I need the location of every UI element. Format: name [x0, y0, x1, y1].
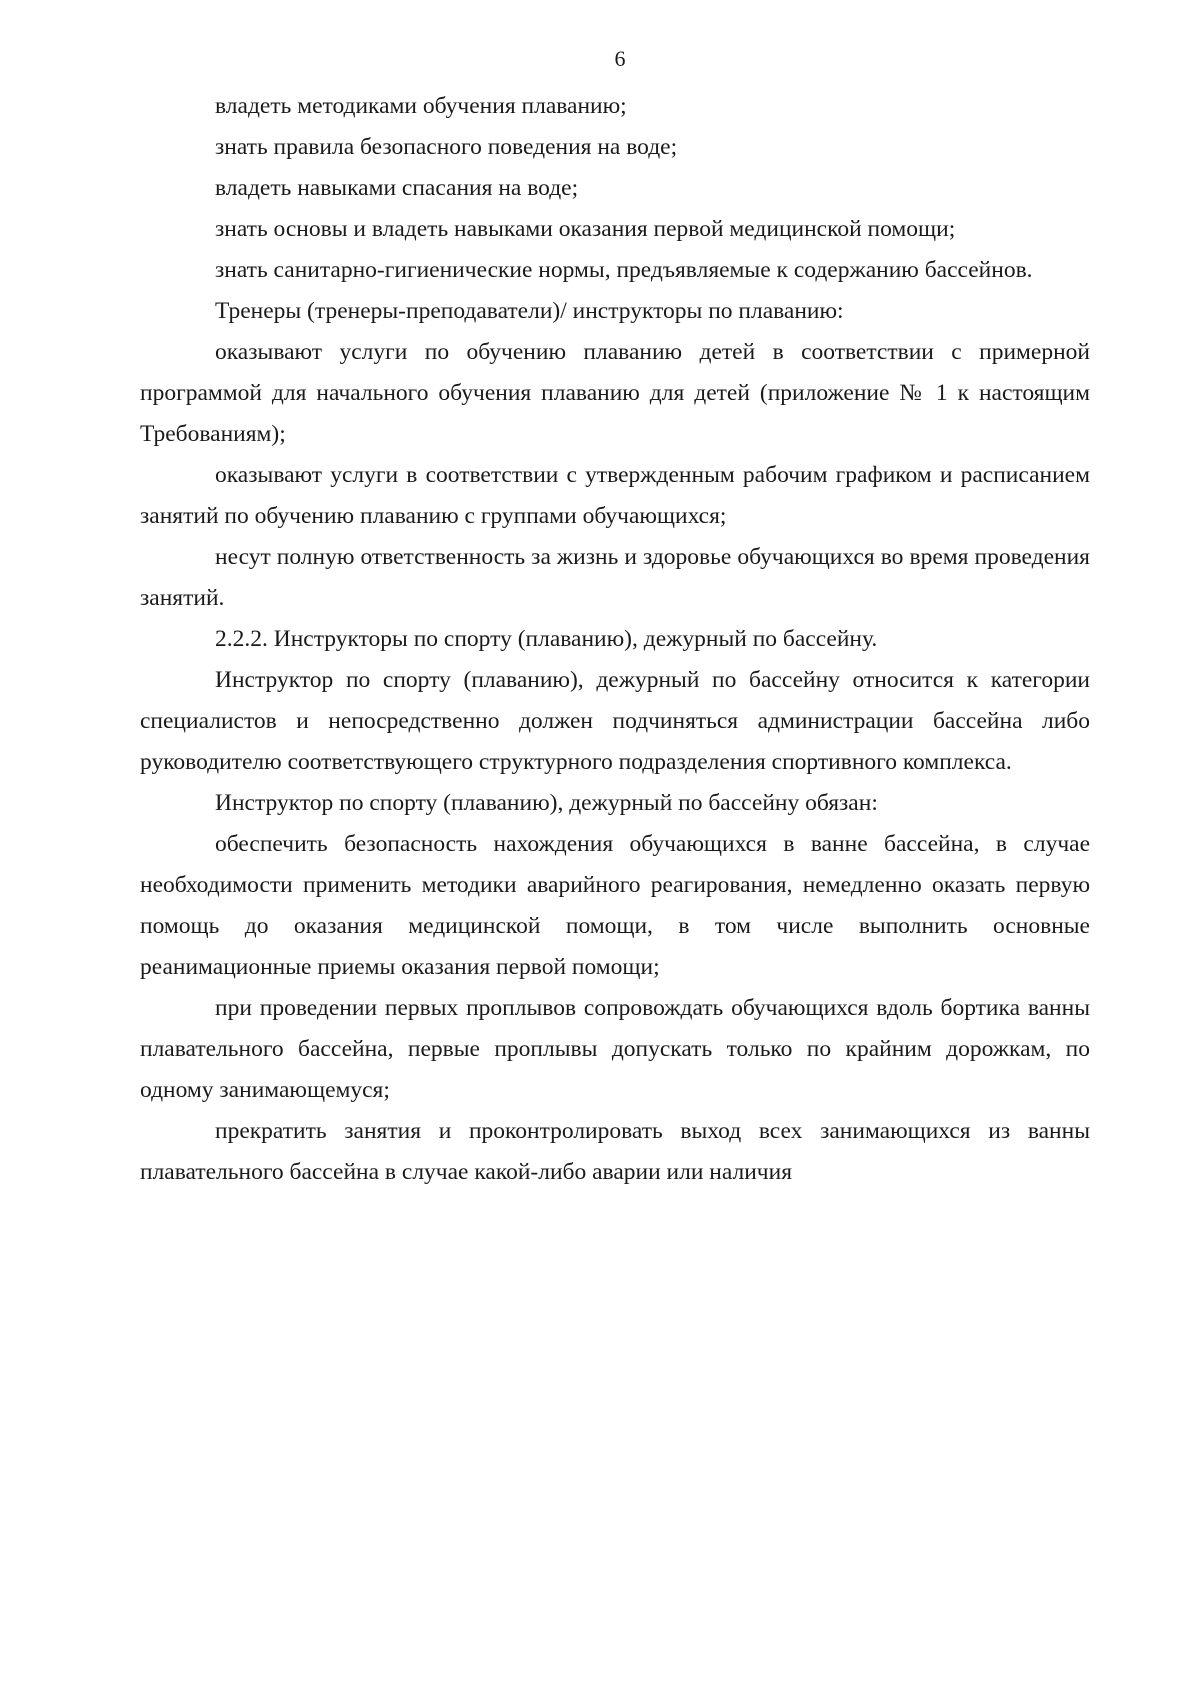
paragraph-trainers-heading: Тренеры (тренеры-преподаватели)/ инструкторы по плаванию: — [215, 298, 844, 324]
paragraph-skill-teaching-methods: владеть методиками обучения плаванию; — [215, 93, 627, 119]
document-body — [140, 86, 1090, 1193]
section-heading-2-2-2: 2.2.2. Инструкторы по спорту (плаванию), дежурный по бассейну. — [215, 626, 878, 652]
paragraph-instructor-obligations-heading: Инструктор по спорту (плаванию), дежурный по бассейну обязан: — [215, 790, 878, 816]
paragraph-instructor-category: Инструктор по спорту (плаванию), дежурный по бассейну относится к категории специалистов и непосредственно должен подчиняться администрации бассейна либо руководителю соответствующего структурного подразделения спортивного комплекса. — [140, 667, 1090, 775]
paragraph-skill-water-safety-rules: знать правила безопасного поведения на воде; — [215, 134, 678, 160]
paragraph-instructor-duty-safety: обеспечить безопасность нахождения обучающихся в ванне бассейна, в случае необходимости применить методики аварийного реагирования, немедленно оказать первую помощь до оказания медицинской помощи, в том числе выполнить основные реанимационные приемы оказания первой помощи; — [140, 831, 1090, 980]
paragraph-trainers-duty-responsibility: несут полную ответственность за жизнь и здоровье обучающихся во время проведения занятий. — [140, 544, 1090, 611]
paragraph-instructor-duty-first-swims: при проведении первых проплывов сопровождать обучающихся вдоль бортика ванны плавательного бассейна, первые проплывы допускать только по крайним дорожкам, по одному занимающемуся; — [140, 995, 1090, 1103]
page-number: 6 — [614, 46, 626, 71]
paragraph-trainers-duty-program: оказывают услуги по обучению плаванию детей в соответствии с примерной программой для начального обучения плаванию для детей (приложение № 1 к настоящим Требованиям); — [140, 339, 1090, 447]
paragraph-instructor-duty-stop-classes: прекратить занятия и проконтролировать выход всех занимающихся из ванны плавательного бассейна в случае какой-либо аварии или наличия — [140, 1118, 1090, 1185]
paragraph-skill-sanitary-norms: знать санитарно-гигиенические нормы, предъявляемые к содержанию бассейнов. — [215, 257, 1033, 283]
paragraph-skill-first-aid: знать основы и владеть навыками оказания первой медицинской помощи; — [215, 216, 956, 242]
paragraph-skill-water-rescue: владеть навыками спасания на воде; — [215, 175, 579, 201]
paragraph-trainers-duty-schedule: оказывают услуги в соответствии с утвержденным рабочим графиком и расписанием занятий по обучению плаванию с группами обучающихся; — [140, 462, 1090, 529]
